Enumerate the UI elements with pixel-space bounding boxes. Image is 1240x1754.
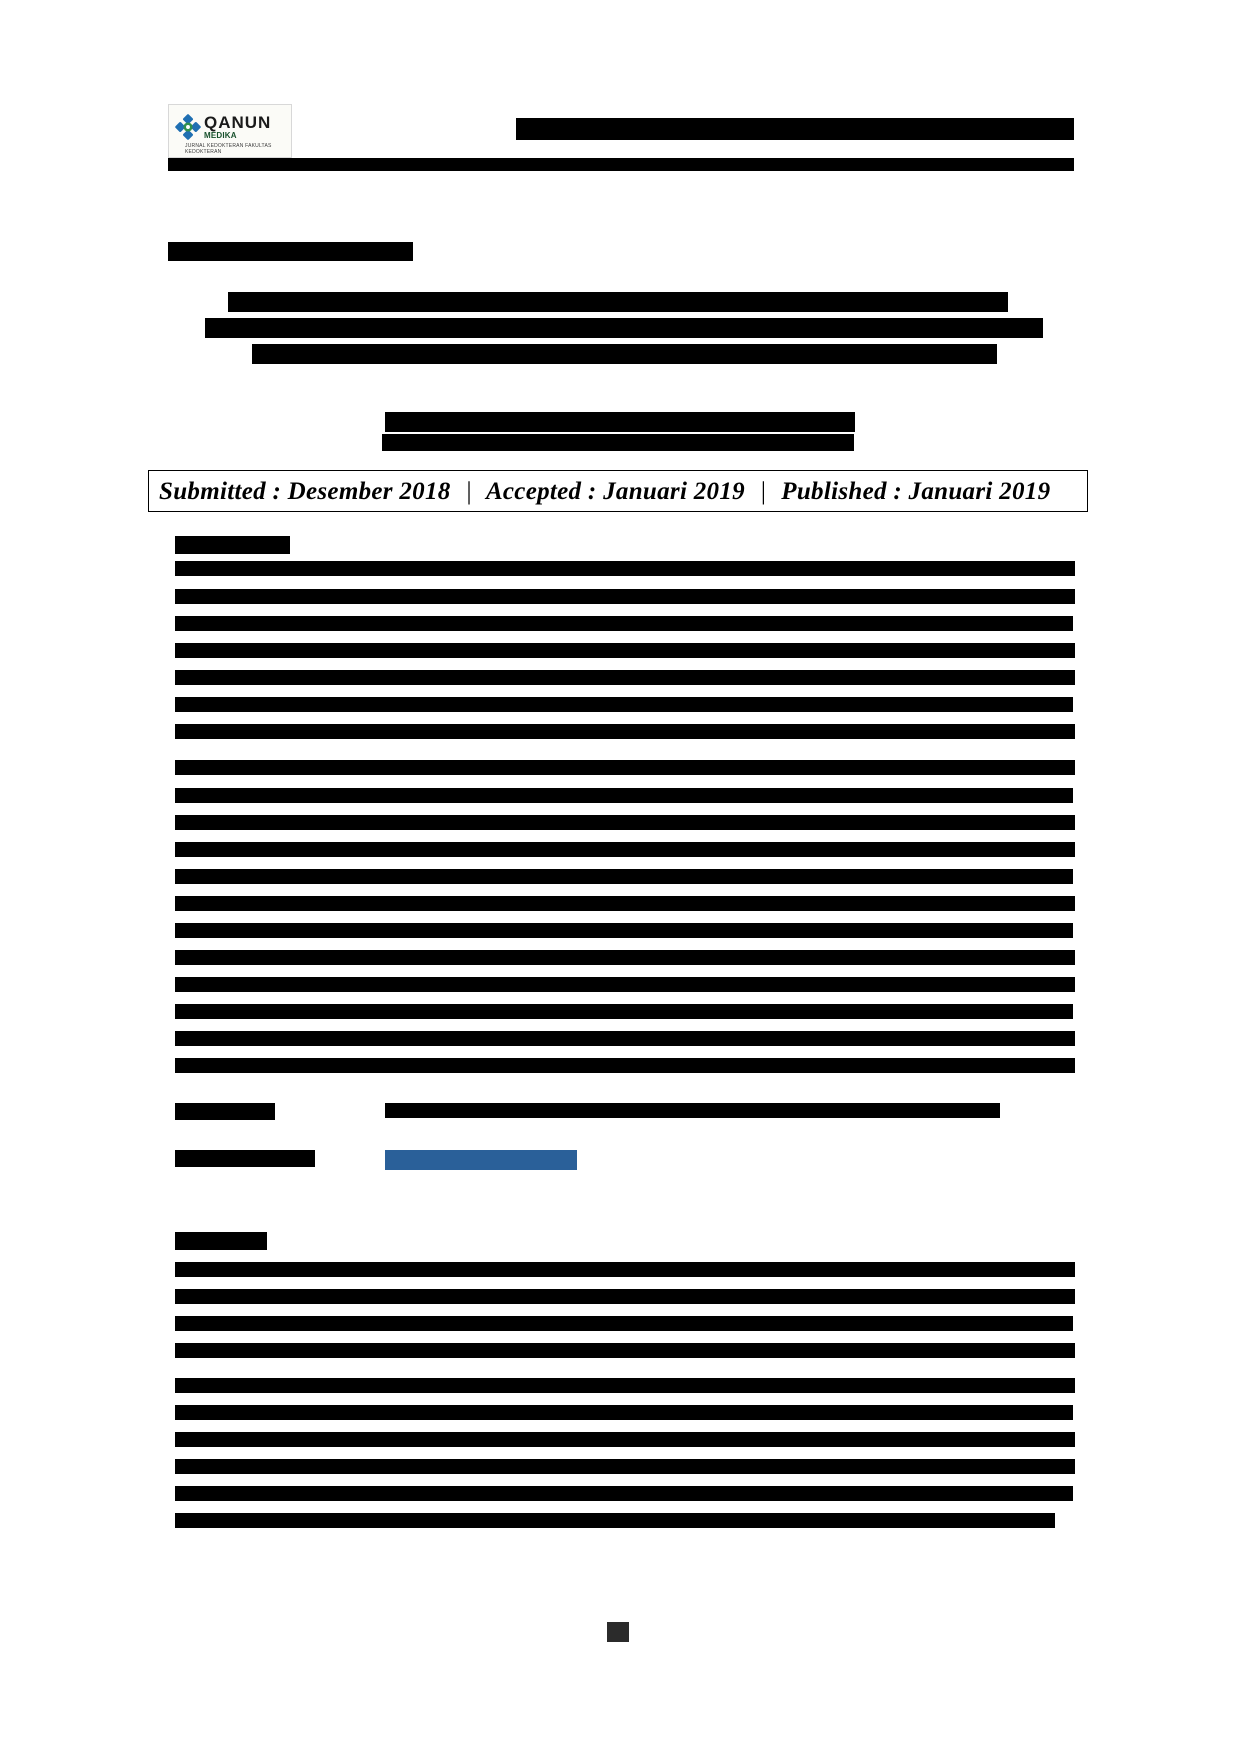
abstract-text-line	[175, 697, 1073, 712]
introduction-text-line	[175, 1459, 1075, 1474]
submitted-label: Submitted	[159, 478, 266, 505]
published-colon: :	[893, 478, 902, 505]
abstract-text-line	[175, 815, 1075, 830]
separator-2: |	[759, 478, 767, 505]
introduction-text-line	[175, 1289, 1075, 1304]
article-author-line	[385, 412, 855, 432]
abstract-text-line	[175, 1004, 1073, 1019]
abstract-text-line	[175, 1058, 1075, 1073]
abstract-text-line	[175, 561, 1075, 576]
abstract-text-line	[175, 760, 1075, 775]
abstract-text-line	[175, 977, 1075, 992]
keywords-text-line	[385, 1103, 1000, 1118]
accepted-colon: :	[587, 478, 597, 505]
correspondence-label	[175, 1150, 315, 1167]
abstract-text-line	[175, 643, 1075, 658]
page-number	[607, 1622, 629, 1642]
submission-dates-text	[159, 478, 1083, 506]
introduction-text-line	[175, 1432, 1075, 1447]
page-number-text	[0, 0, 1, 1]
introduction-text-line	[175, 1486, 1073, 1501]
logo-wordmark: QANUN	[204, 113, 272, 132]
correspondence-email-link[interactable]	[385, 1150, 577, 1168]
accepted-value: Januari 2019	[603, 478, 745, 505]
introduction-text-line	[175, 1262, 1075, 1277]
submitted-value: Desember 2018	[287, 478, 451, 505]
correspondence-email-underline	[385, 1168, 577, 1170]
abstract-text-line	[175, 589, 1075, 604]
keywords-label	[175, 1103, 275, 1120]
abstract-text-line	[175, 950, 1075, 965]
abstract-text-line	[175, 1031, 1075, 1046]
abstract-text-line	[175, 616, 1073, 631]
page-header	[168, 104, 1074, 174]
article-title-line	[205, 318, 1043, 338]
submitted-colon: :	[272, 478, 282, 505]
logo-tagline: JURNAL KEDOKTERAN FAKULTAS KEDOKTERAN	[185, 143, 272, 155]
abstract-text-line	[175, 923, 1073, 938]
introduction-heading	[175, 1232, 267, 1250]
abstract-text-line	[175, 788, 1073, 803]
header-rule	[168, 158, 1074, 171]
abstract-text-line	[175, 896, 1075, 911]
article-affiliation-line	[382, 434, 854, 451]
submission-dates-bar	[148, 470, 1088, 512]
separator-1: |	[465, 478, 473, 505]
published-label: Published	[781, 478, 887, 505]
introduction-text-line	[175, 1378, 1075, 1393]
abstract-text-line	[175, 842, 1075, 857]
abstract-text-line	[175, 869, 1073, 884]
journal-masthead-text	[516, 118, 1074, 140]
introduction-text-line	[175, 1316, 1073, 1331]
published-value: Januari 2019	[908, 478, 1051, 505]
article-title-line	[252, 344, 997, 364]
accepted-label: Accepted	[485, 478, 582, 505]
introduction-text-line	[175, 1513, 1055, 1528]
journal-logo	[168, 104, 292, 158]
introduction-text-line	[175, 1343, 1075, 1358]
introduction-text-line	[175, 1405, 1073, 1420]
article-section-label	[168, 242, 413, 261]
abstract-text-line	[175, 670, 1075, 685]
logo-subtitle: MEDIKA	[204, 131, 237, 140]
abstract-text-line	[175, 724, 1075, 739]
abstract-heading	[175, 536, 290, 554]
article-title-line	[228, 292, 1008, 312]
qanun-logo-icon	[175, 114, 201, 140]
